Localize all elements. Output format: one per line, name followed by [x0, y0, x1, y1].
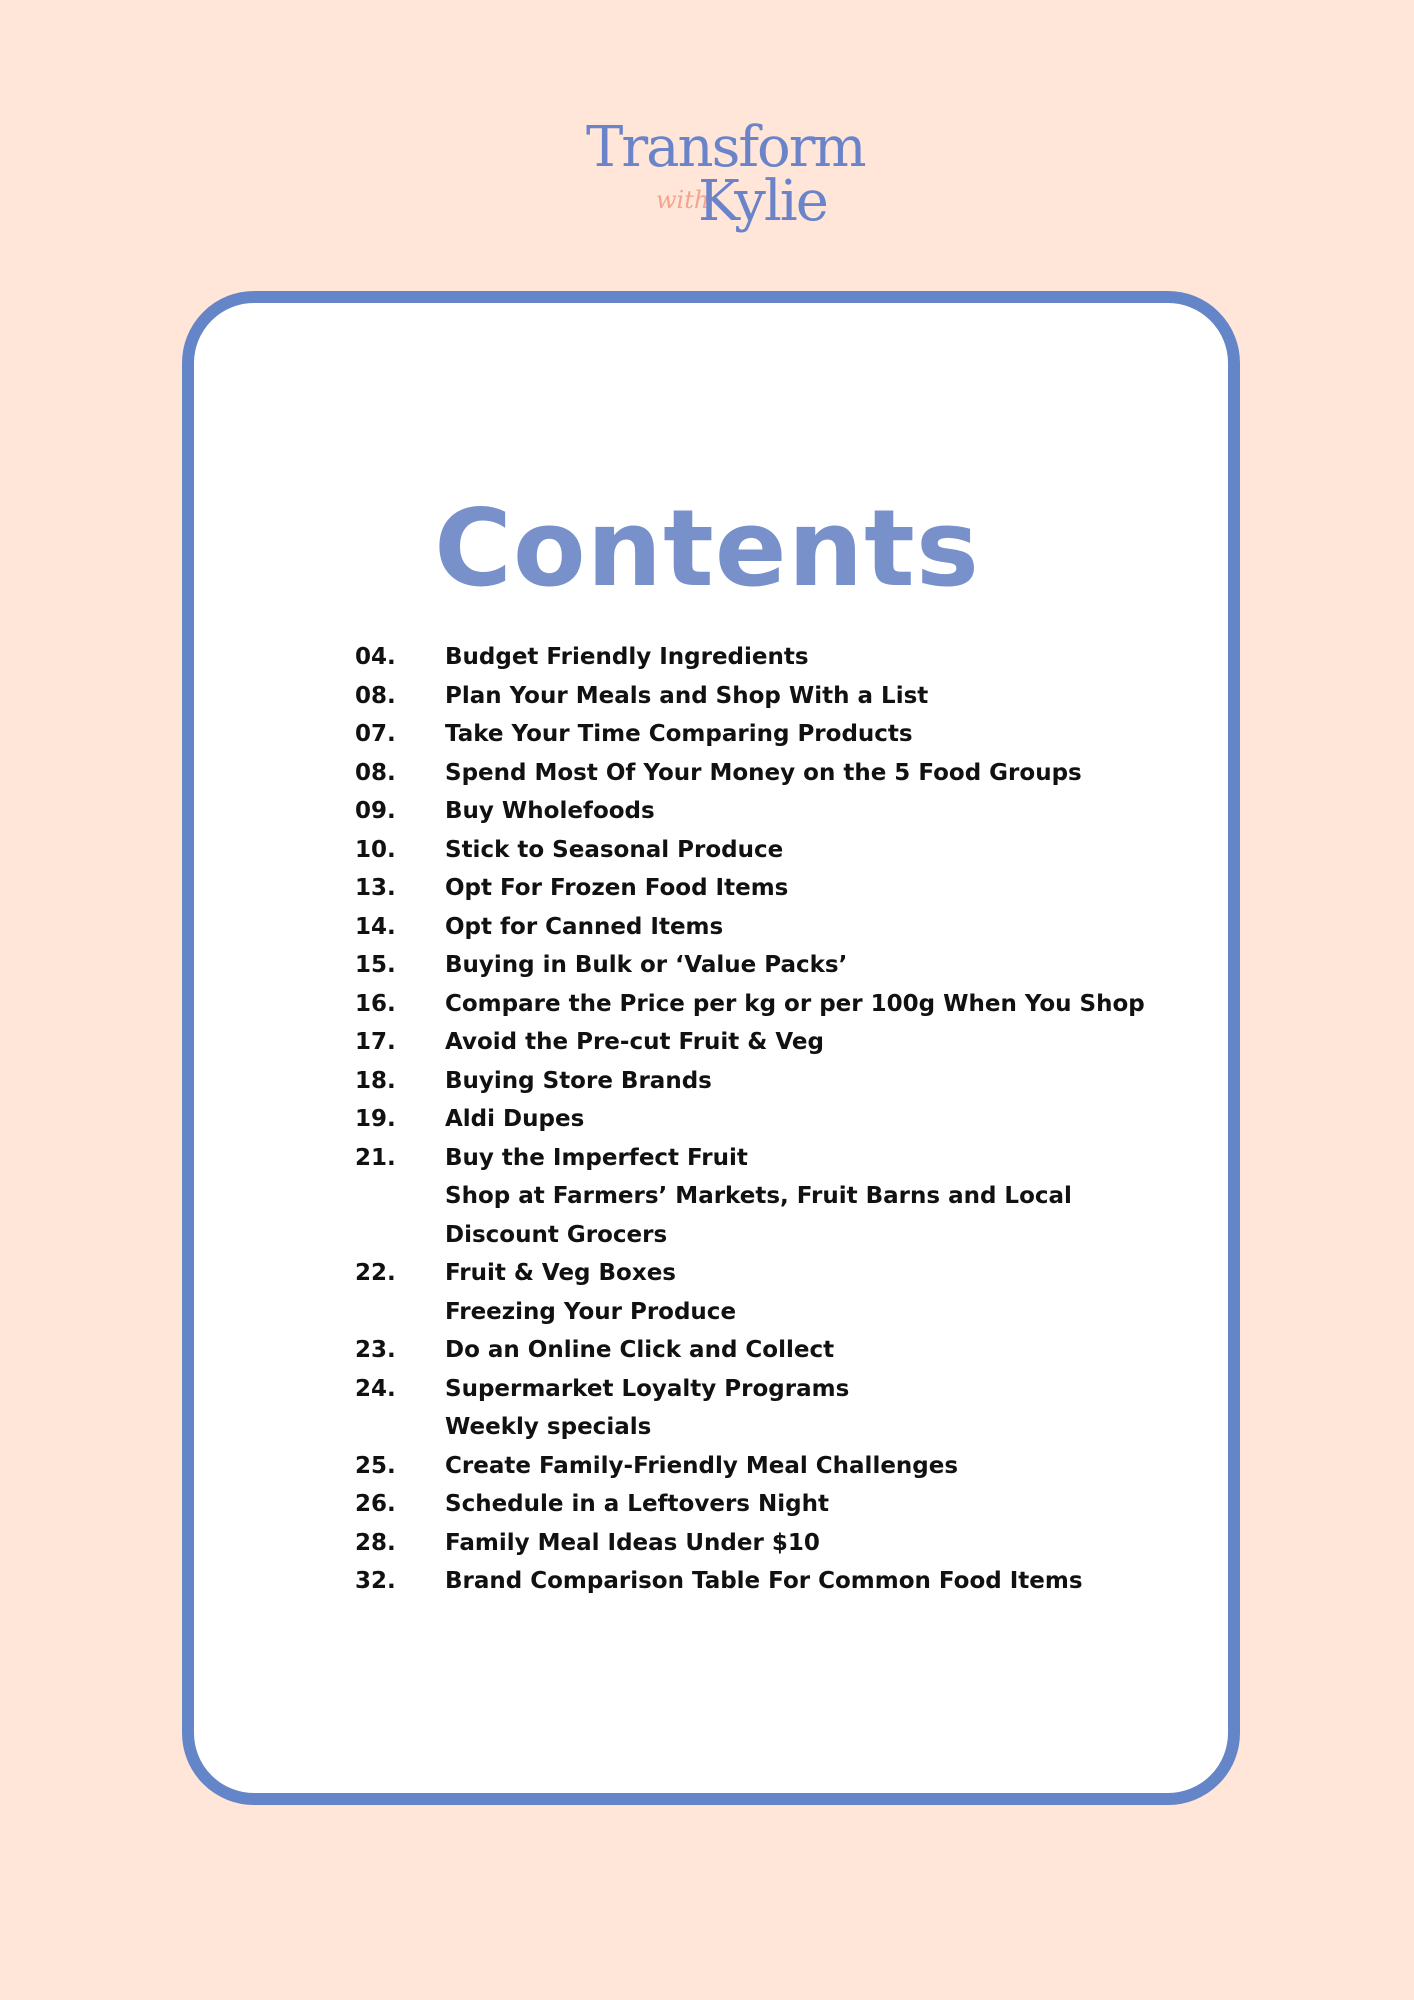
toc-entry-title: Freezing Your Produce — [445, 1298, 737, 1325]
toc-page-number: 26. — [355, 1491, 396, 1517]
toc-entry — [355, 1485, 1145, 1524]
toc-page-number: 25. — [355, 1452, 396, 1479]
toc-entry-title: Fruit & Veg Boxes — [445, 1260, 676, 1286]
toc-entry — [355, 1023, 1145, 1062]
logo-with-text: with — [656, 186, 710, 214]
toc-entry-title: Avoid the Pre-cut Fruit & Veg — [445, 1029, 824, 1055]
toc-entry — [355, 1062, 1145, 1101]
toc-entry-title: Take Your Time Comparing Products — [445, 721, 913, 747]
toc-entry — [355, 1100, 1145, 1139]
toc-page-number: 08. — [355, 759, 396, 786]
toc-page-number: 04. — [355, 644, 396, 670]
toc-page-number: 21. — [355, 1144, 396, 1171]
toc-page-number — [355, 1293, 445, 1332]
toc-page-number: 08. — [355, 682, 396, 709]
logo-kylie-text: Kylie — [698, 169, 827, 234]
toc-page-number: 15. — [355, 952, 396, 978]
toc-entry — [355, 1293, 1145, 1332]
toc-entry — [355, 985, 1145, 1024]
toc-page-number: 23. — [355, 1337, 396, 1363]
toc-entry — [355, 1216, 1145, 1255]
toc-page-number: 10. — [355, 836, 396, 863]
toc-entry — [355, 1331, 1145, 1370]
table-of-contents — [355, 638, 1145, 1601]
toc-entry-title: Buying in Bulk or ‘Value Packs’ — [445, 952, 848, 978]
toc-entry — [355, 1408, 1145, 1447]
toc-entry-title: Spend Most Of Your Money on the 5 Food Groups — [445, 759, 1082, 786]
toc-entry-title: Aldi Dupes — [445, 1106, 585, 1132]
toc-entry — [355, 1370, 1145, 1409]
toc-entry — [355, 677, 1145, 716]
toc-page-number: 07. — [355, 721, 396, 747]
page-title: Contents — [434, 487, 980, 611]
toc-entry-title: Plan Your Meals and Shop With a List — [445, 682, 929, 709]
toc-entry-title: Shop at Farmers’ Markets, Fruit Barns and Local — [445, 1183, 1072, 1209]
toc-entry — [355, 831, 1145, 870]
toc-entry-title: Weekly specials — [445, 1414, 652, 1440]
toc-entry-title: Buy Wholefoods — [445, 798, 655, 824]
toc-entry — [355, 1177, 1145, 1216]
toc-entry-title: Stick to Seasonal Produce — [445, 836, 784, 863]
toc-entry — [355, 869, 1145, 908]
toc-entry — [355, 946, 1145, 985]
toc-entry-title: Buying Store Brands — [445, 1067, 712, 1094]
brand-logo — [560, 115, 865, 250]
toc-page-number: 18. — [355, 1067, 396, 1094]
toc-entry — [355, 1524, 1145, 1563]
toc-page-number: 19. — [355, 1106, 396, 1132]
toc-entry — [355, 908, 1145, 947]
toc-entry-title: Opt For Frozen Food Items — [445, 875, 789, 901]
toc-page-number — [355, 1216, 445, 1255]
toc-entry — [355, 1139, 1145, 1178]
toc-page-number: 14. — [355, 913, 396, 940]
toc-page-number: 17. — [355, 1029, 396, 1055]
toc-entry-title: Compare the Price per kg or per 100g When You Shop — [445, 990, 1145, 1017]
toc-entry-title: Discount Grocers — [445, 1221, 668, 1248]
toc-entry — [355, 1447, 1145, 1486]
toc-entry-title: Budget Friendly Ingredients — [445, 644, 809, 670]
toc-entry — [355, 1254, 1145, 1293]
toc-page-number: 32. — [355, 1568, 396, 1594]
toc-page-number — [355, 1408, 445, 1447]
toc-entry-title: Do an Online Click and Collect — [445, 1337, 835, 1363]
toc-entry — [355, 715, 1145, 754]
toc-entry-title: Family Meal Ideas Under $10 — [445, 1529, 820, 1556]
toc-entry-title: Brand Comparison Table For Common Food Items — [445, 1568, 1083, 1594]
toc-page-number: 22. — [355, 1260, 396, 1286]
toc-entry — [355, 1562, 1145, 1601]
toc-page-number: 24. — [355, 1375, 396, 1402]
toc-page-number: 28. — [355, 1529, 396, 1556]
toc-entry-title: Schedule in a Leftovers Night — [445, 1491, 829, 1517]
toc-entry-title: Opt for Canned Items — [445, 913, 724, 940]
logo-transform-text: Transform — [586, 115, 865, 180]
toc-entry — [355, 792, 1145, 831]
toc-entry-title: Create Family-Friendly Meal Challenges — [445, 1452, 959, 1479]
toc-page-number: 16. — [355, 990, 396, 1017]
toc-page-number — [355, 1177, 445, 1216]
toc-entry-title: Supermarket Loyalty Programs — [445, 1375, 850, 1402]
toc-page-number: 09. — [355, 798, 396, 824]
toc-entry-title: Buy the Imperfect Fruit — [445, 1144, 748, 1171]
toc-entry — [355, 754, 1145, 793]
toc-entry — [355, 638, 1145, 677]
toc-page-number: 13. — [355, 875, 396, 901]
